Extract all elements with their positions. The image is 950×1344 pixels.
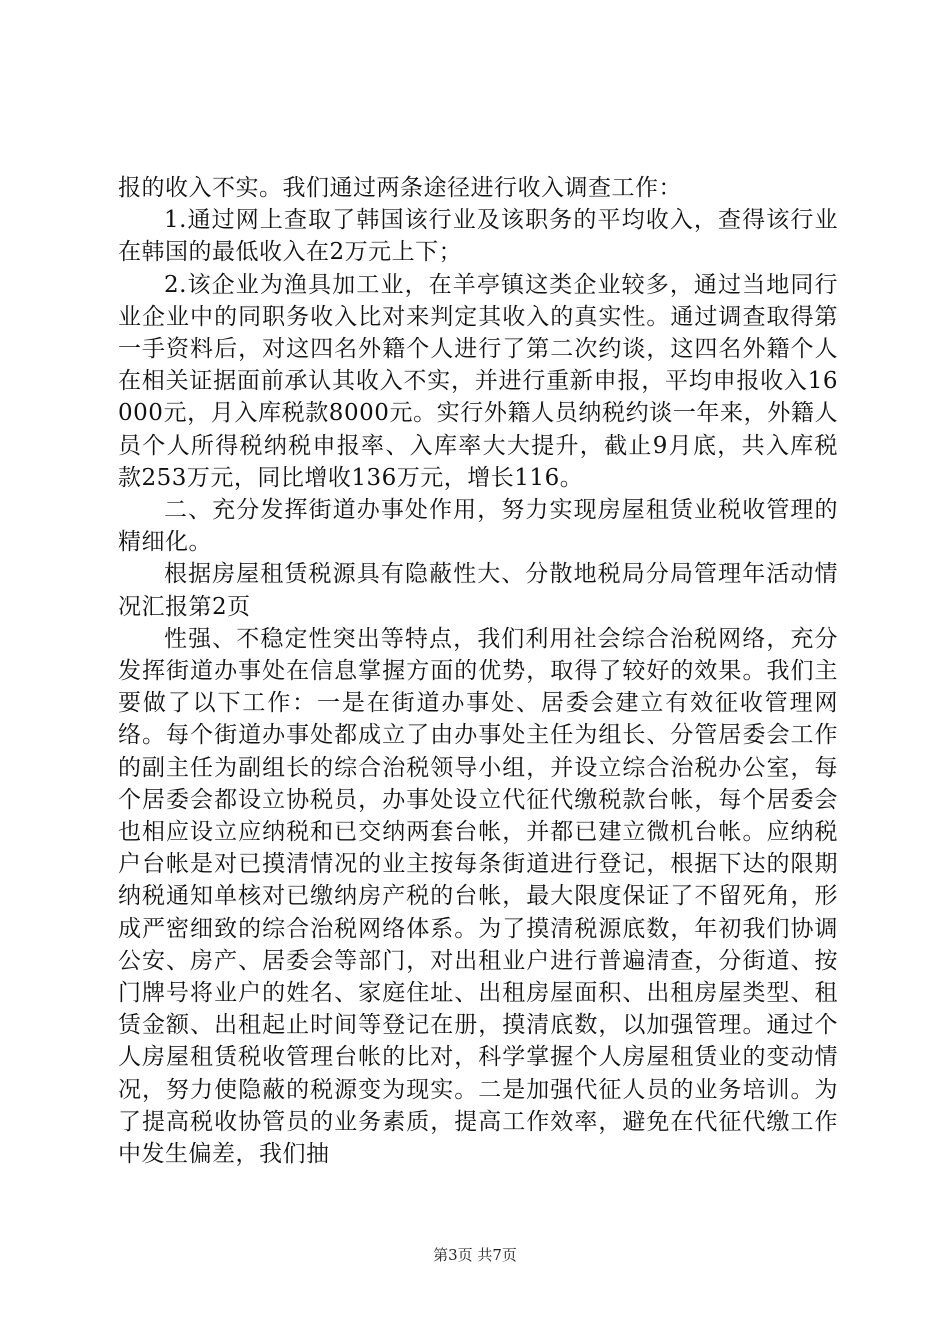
page-number-footer: 第3页 共7页 <box>433 1246 517 1264</box>
paragraph-3: 2.该企业为渔具加工业，在羊亭镇这类企业较多，通过当地同行业企业中的同职务收入比对来判定其收入的真实性。通过调查取得第一手资料后，对这四名外籍个人进行了第二次约谈，这四名外籍个人在相关证据面前承认其收入不实，并进行重新申报，平均申报收入16000元，月入库税款8000元。实行外籍人员纳税约谈一年来，外籍人员个人所得税纳税申报率、入库率大大提升，截止9月底，共入库税款253万元，同比增收136万元，增长116。 <box>118 271 838 491</box>
paragraph-4: 二、充分发挥街道办事处作用，努力实现房屋租赁业税收管理的精细化。 <box>118 497 838 556</box>
paragraph-5: 根据房屋租赁税源具有隐蔽性大、分散地税局分局管理年活动情况汇报第2页 <box>118 561 838 620</box>
paragraph-2: 1.通过网上查取了韩国该行业及该职务的平均收入，查得该行业在韩国的最低收入在2万元上下； <box>118 207 838 266</box>
document-body <box>118 172 838 1170</box>
paragraph-6: 性强、不稳定性突出等特点，我们利用社会综合治税网络，充分发挥街道办事处在信息掌握方面的优势，取得了较好的效果。我们主要做了以下工作：一是在街道办事处、居委会建立有效征收管理网络。每个街道办事处都成立了由办事处主任为组长、分管居委会工作的副主任为副组长的综合治税领导小组，并设立综合治税办公室，每个居委会都设立协税员，办事处设立代征代缴税款台帐，每个居委会也相应设立应纳税和已交纳两套台帐，并都已建立微机台帐。应纳税户台帐是对已摸清情况的业主按每条街道进行登记，根据下达的限期纳税通知单核对已缴纳房产税的台帐，最大限度保证了不留死角，形成严密细致的综合治税网络体系。为了摸清税源底数，年初我们协调公安、房产、居委会等部门，对出租业户进行普遍清查，分街道、按门牌号将业户的姓名、家庭住址、出租房屋面积、出租房屋类型、租赁金额、出租起止时间等登记在册，摸清底数，以加强管理。通过个人房屋租赁税收管理台帐的比对，科学掌握个人房屋租赁业的变动情况，努力使隐蔽的税源变为现实。二是加强代征人员的业务培训。为了提高税收协管员的业务素质，提高工作效率，避免在代征代缴工作中发生偏差，我们抽 <box>118 625 838 1168</box>
paragraph-1: 报的收入不实。我们通过两条途径进行收入调查工作： <box>118 175 682 201</box>
